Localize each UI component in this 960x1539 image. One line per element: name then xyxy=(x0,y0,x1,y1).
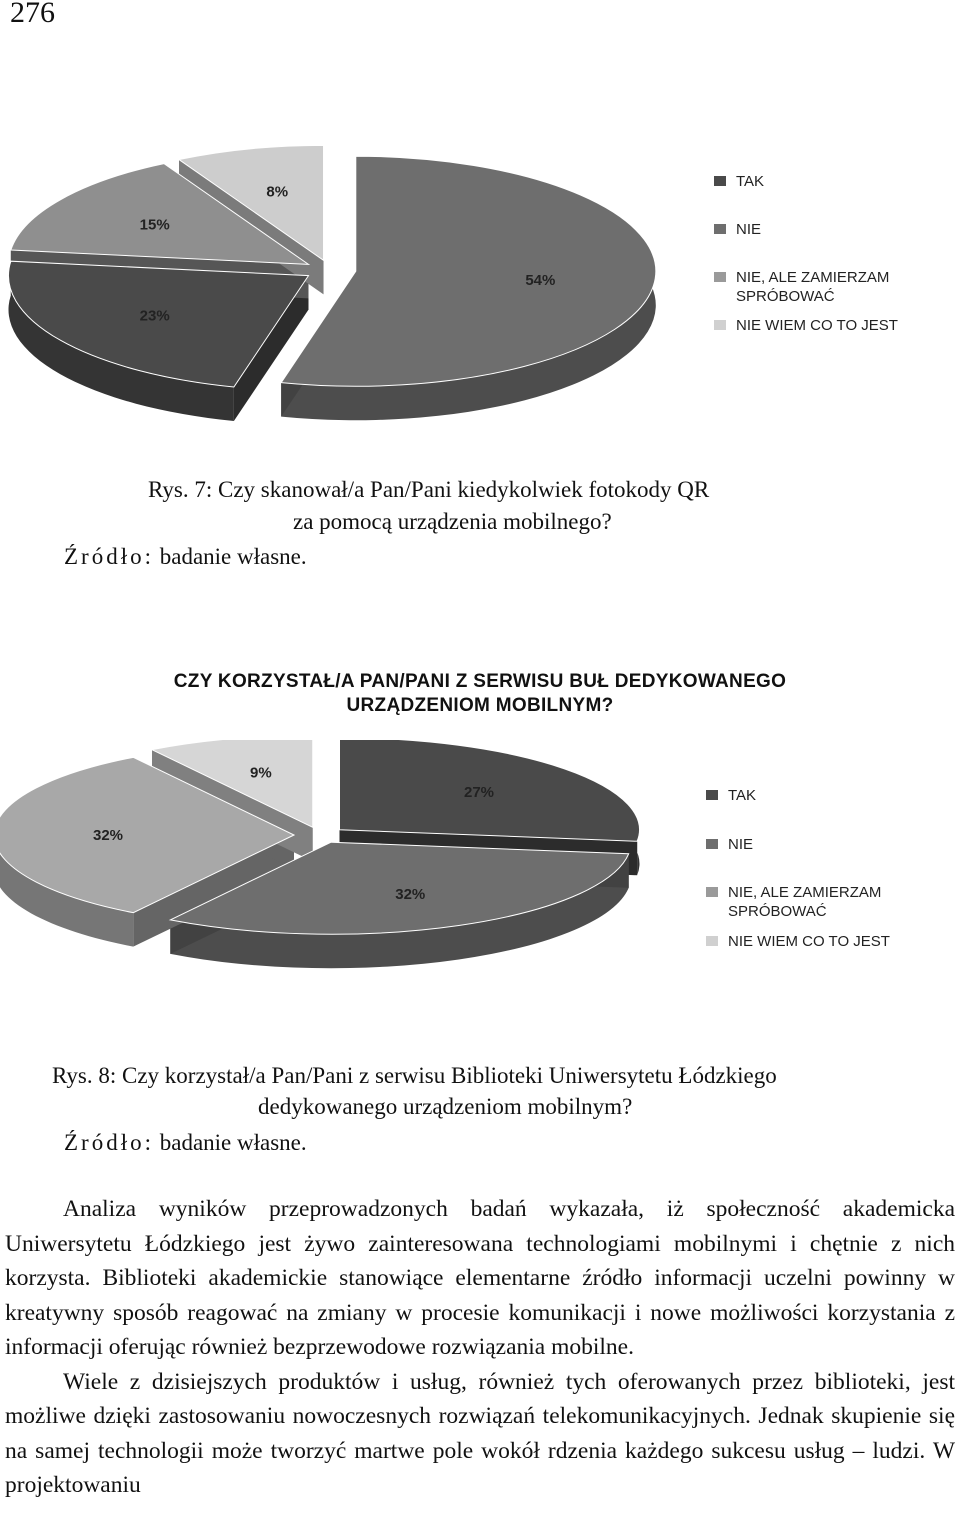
figure-source-7 xyxy=(64,541,307,573)
legend-swatch xyxy=(706,936,718,946)
legend-swatch xyxy=(706,887,718,897)
pie-slice-label: 23% xyxy=(139,307,170,325)
legend-swatch xyxy=(706,839,718,849)
legend-label: NIE xyxy=(736,221,762,238)
paragraph: Wiele z dzisiejszych produktów i usług, również tych oferowanych przez biblioteki, jest możliwe dzięki zastosowaniu nowoczesnych rozwiązań telekomunikacyjnych. Jednak skupienie się na samej technologii może tworzyć martwe pole wokół rdzenia każdego sukcesu usług – ludzi. W projektowaniu xyxy=(5,1368,955,1498)
legend-item-nie-wiem xyxy=(714,316,944,335)
legend-item-tak xyxy=(706,786,936,805)
figure-caption-7: Rys. 7: Czy skanował/a Pan/Pani kiedykolwiek fotokody QR xyxy=(148,477,710,502)
pie-slice-label: 9% xyxy=(250,764,272,782)
pie-chart-fig8 xyxy=(0,740,700,1060)
pie-slice-label: 8% xyxy=(266,183,289,201)
legend-swatch xyxy=(714,320,726,330)
legend-item-nie xyxy=(706,835,936,854)
legend-swatch xyxy=(714,176,726,186)
figure-caption-8-line2: dedykowanego urządzeniom mobilnym? xyxy=(258,1094,633,1119)
legend-swatch xyxy=(714,224,726,234)
source-text: badanie własne. xyxy=(159,544,307,569)
legend-item-tak xyxy=(714,172,944,191)
pie-slice-label: 15% xyxy=(139,216,170,234)
legend-swatch xyxy=(714,272,726,282)
figure-caption-8: Rys. 8: Czy korzystał/a Pan/Pani z serwisu Biblioteki Uniwersytetu Łódzkiego xyxy=(52,1063,777,1088)
pie-slice-label: 27% xyxy=(464,784,495,802)
chart-title-line1: CZY KORZYSTAŁ/A PAN/PANI Z SERWISU BUŁ DEDYKOWANEGO xyxy=(173,671,787,692)
legend-item-nie-ale-zamierzam xyxy=(714,268,944,306)
source-label: Źródło: xyxy=(64,1130,154,1155)
paragraph: Analiza wyników przeprowadzonych badań wykazała, iż społeczność akademicka Uniwersytetu Łódzkiego jest żywo zainteresowana technologiami mobilnymi i chętnie z nich korzysta. Biblioteki akademickie stanowiące elementarne źródło informacji uczelni powinny w kreatywny sposób reagować na zmiany w procesie komunikacji i nowe możliwości korzystania z informacji oferując również bezprzewodowe rozwiązania mobilne. xyxy=(5,1196,955,1360)
body-text xyxy=(5,1192,955,1503)
legend-label: NIE, ALE ZAMIERZAM SPRÓBOWAĆ xyxy=(728,884,882,920)
figure-caption-7-line2: za pomocą urządzenia mobilnego? xyxy=(293,509,612,534)
legend-item-nie xyxy=(714,220,944,239)
source-text: badanie własne. xyxy=(159,1130,307,1155)
page-number: 276 xyxy=(10,0,55,29)
chart-title-fig8 xyxy=(0,670,960,718)
pie-chart-fig7 xyxy=(0,120,700,440)
legend-item-nie-wiem xyxy=(706,932,936,951)
legend-label: NIE xyxy=(728,836,754,853)
legend-swatch xyxy=(706,790,718,800)
legend-label: TAK xyxy=(736,173,765,190)
legend-label: NIE, ALE ZAMIERZAM SPRÓBOWAĆ xyxy=(736,269,890,305)
pie-slice-label: 32% xyxy=(92,827,124,844)
source-label: Źródło: xyxy=(64,544,154,569)
pie-slice-label: 32% xyxy=(395,885,426,903)
legend-label: NIE WIEM CO TO JEST xyxy=(736,317,898,334)
figure-source-8 xyxy=(64,1127,307,1159)
legend-item-nie-ale-zamierzam xyxy=(706,883,936,921)
legend-label: NIE WIEM CO TO JEST xyxy=(728,933,890,950)
pie-slice-label: 54% xyxy=(525,272,556,290)
legend-label: TAK xyxy=(728,787,757,804)
chart-title-line2: URZĄDZENIOM MOBILNYM? xyxy=(346,695,614,716)
